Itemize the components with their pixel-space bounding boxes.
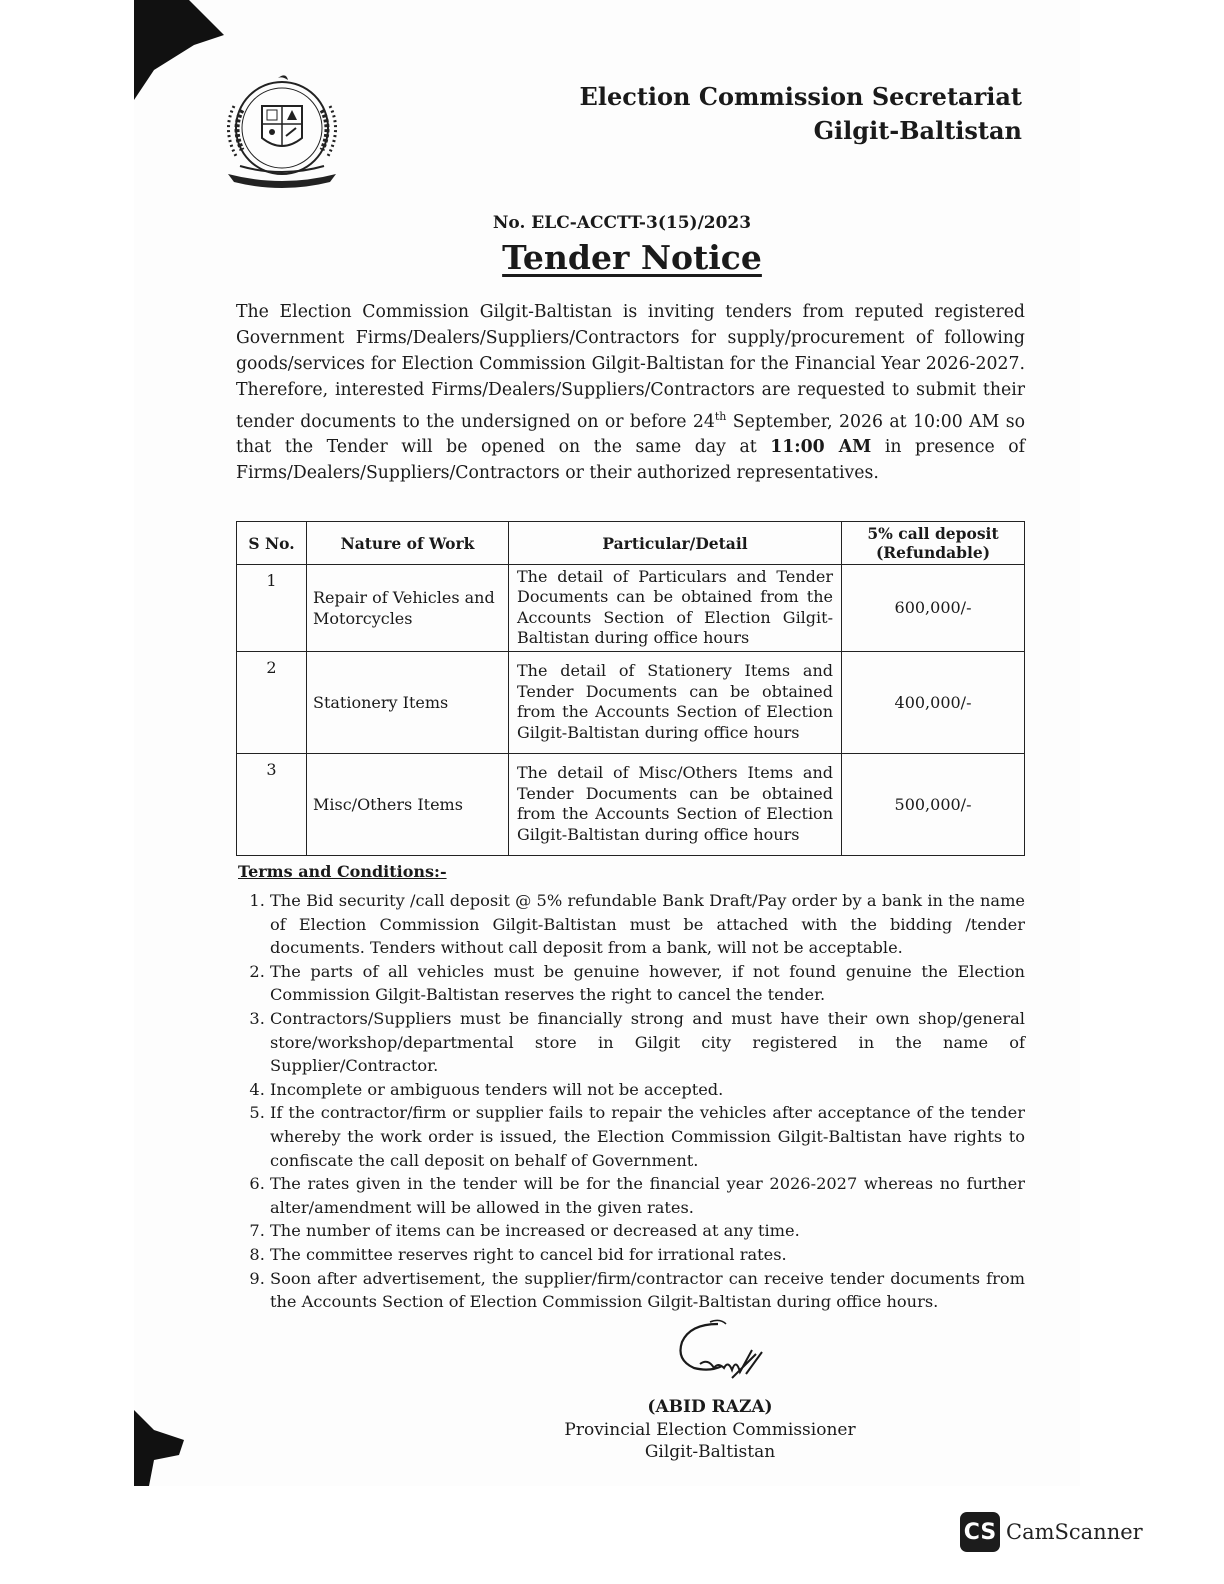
list-item: 9. Soon after advertisement, the supplier/firm/contractor can receive tender documents from the Accounts Section of Election Commission Gilgit-Baltistan during office hours. [270,1267,1025,1314]
list-item: 1. The Bid security /call deposit @ 5% refundable Bank Draft/Pay order by a bank in the name of Election Commission Gilgit-Baltistan must be attached with the bidding /tender documents. Tenders without call deposit from a bank, will not be acceptable. [270,889,1025,960]
table-row [237,565,1025,652]
camscanner-logo-icon: CS [960,1512,1000,1552]
list-item: 3. Contractors/Suppliers must be financially strong and must have their own shop/general store/workshop/departmental store in Gilgit city registered in the name of Supplier/Contractor. [270,1007,1025,1078]
reference-number: No. ELC-ACCTT-3(15)/2023 [492,213,752,233]
row-call-deposit: 600,000/- [842,565,1025,652]
terms-heading: Terms and Conditions:- [238,862,447,881]
scan-shadow-bottom [134,1400,194,1486]
signatory-name: (ABID RAZA) [647,1397,773,1417]
header-nature-of-work: Nature of Work [307,522,509,565]
row-nature-of-work: Stationery Items [307,651,509,753]
signatory-designation: Provincial Election Commissioner [564,1419,856,1440]
row-nature-of-work: Repair of Vehicles and Motorcycles [307,565,509,652]
table-row [237,753,1025,855]
table-header-row [237,522,1025,565]
organization-name: Election Commission Secretariat [579,82,1022,111]
row-detail: The detail of Stationery Items and Tender Documents can be obtained from the Accounts Section of Election Gilgit-Baltistan during office hours [509,651,842,753]
row-nature-of-work: Misc/Others Items [307,753,509,855]
commission-emblem-logo [220,70,345,195]
intro-text-2: September, 2026 at 10:00 AM so that the Tender will be opened on the same day at [236,411,1026,458]
intro-text-3: in presence of Firms/Dealers/Suppliers/Contractors or their authorized representatives. [236,437,1025,484]
intro-text-1: The Election Commission Gilgit-Baltistan is inviting tenders from reputed registered Government Firms/Dealers/Suppliers/Contractors for supply/procurement of following goods/services for Election Commission Gilgit-Baltistan for the Financial Year 2026-2027. Therefore, interested Firms/Dealers/Suppliers/Contractors are requested to submit their tender documents to the undersigned on or before 24 [236,302,1025,432]
list-item: 4. Incomplete or ambiguous tenders will not be accepted. [270,1078,1025,1102]
list-item: 5. If the contractor/firm or supplier fails to repair the vehicles after acceptance of the tender whereby the work order is issued, the Election Commission Gilgit-Baltistan have rights to confiscate the call deposit on behalf of Government. [270,1101,1025,1172]
intro-opening-time: 11:00 AM [770,437,872,458]
row-detail: The detail of Misc/Others Items and Tender Documents can be obtained from the Accounts Section of Election Gilgit-Baltistan during office hours [509,753,842,855]
organization-header [580,80,1022,148]
row-sno: 2 [237,651,307,753]
scan-shadow-top [134,0,224,105]
notice-title [0,238,1224,277]
tender-table [236,521,1025,856]
camscanner-watermark [960,1512,1143,1552]
row-detail: The detail of Particulars and Tender Documents can be obtained from the Accounts Section of Election Gilgit-Baltistan during office hours [509,565,842,652]
organization-location: Gilgit-Baltistan [813,116,1022,145]
notice-title-text: Tender Notice [502,238,762,277]
list-item: 7. The number of items can be increased or decreased at any time. [270,1219,1025,1243]
terms-list [236,889,1025,1314]
intro-date-suffix: th [714,409,727,423]
signatory-location: Gilgit-Baltistan [644,1442,776,1462]
header-sno: S No. [237,522,307,565]
row-call-deposit: 500,000/- [842,753,1025,855]
list-item: 8. The committee reserves right to cancel bid for irrational rates. [270,1243,1025,1267]
list-item: 2. The parts of all vehicles must be genuine however, if not found genuine the Election Commission Gilgit-Baltistan reserves the right to cancel the tender. [270,960,1025,1007]
row-call-deposit: 400,000/- [842,651,1025,753]
row-sno: 1 [237,565,307,652]
header-call-deposit: 5% call deposit (Refundable) [842,522,1025,565]
list-item: 6. The rates given in the tender will be for the financial year 2026-2027 whereas no further alter/amendment will be allowed in the given rates. [270,1172,1025,1219]
camscanner-label: CamScanner [1006,1520,1143,1544]
row-sno: 3 [237,753,307,855]
handwritten-signature [670,1318,770,1393]
table-row [237,651,1025,753]
signature-block [510,1396,910,1464]
header-particular-detail: Particular/Detail [509,522,842,565]
intro-paragraph [236,300,1025,487]
